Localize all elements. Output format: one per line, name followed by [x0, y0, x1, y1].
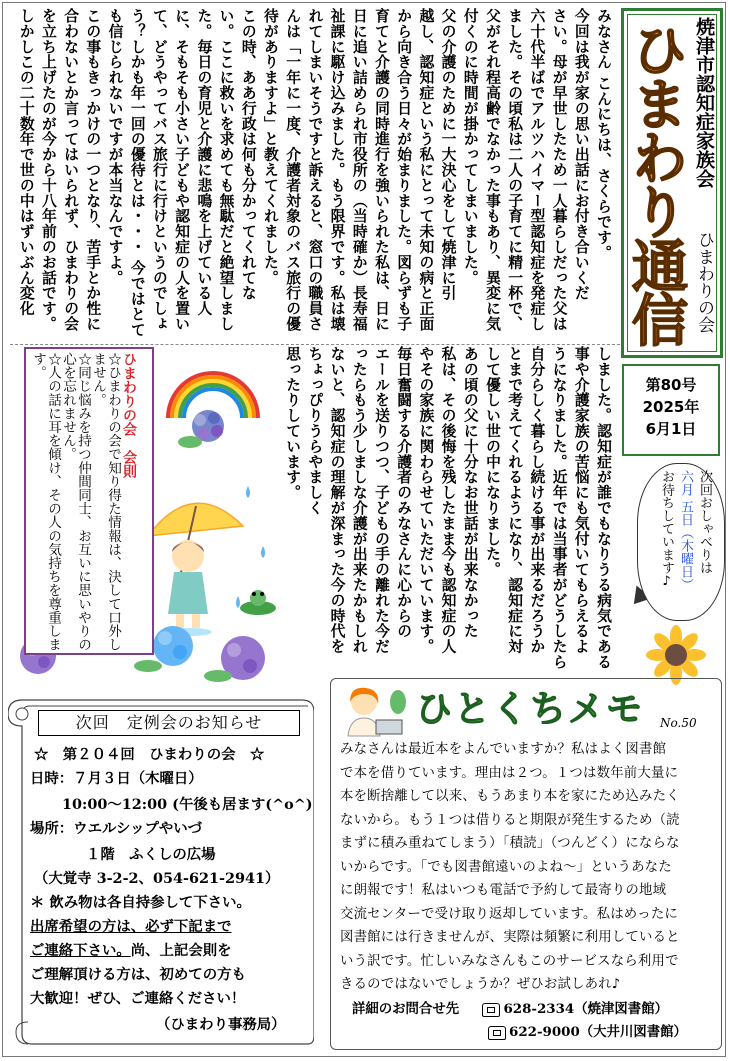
library-tel-1: 628-2334（焼津図書館） — [503, 1001, 668, 1017]
contact-row-2 — [488, 1021, 687, 1043]
bubble-line: 次回おしゃべりは — [697, 470, 712, 574]
bubble-date: 六月 五日（木曜日） — [678, 470, 693, 592]
memo-body — [340, 738, 716, 997]
essay-column: ったらもう少しましな介護が出来たかもしれ — [350, 346, 368, 654]
issue-date: 6月1日 — [645, 420, 697, 438]
memo-line: きるのではないでしょうか？ぜひお試しあれ♪ — [340, 977, 621, 992]
essay-column: んは「一年に一度、介護者対象のバス旅行の優 — [284, 8, 302, 332]
essay-column: から向き合う日々が始まりました。図らずも子 — [395, 8, 413, 332]
club-rules-list — [30, 352, 120, 652]
essay-column: た。毎日の育児と介護に悲鳴を上げている人 — [195, 8, 213, 316]
essay-column: この事もきっかけの一つとなり、苦手とか性に — [84, 8, 102, 332]
essay-column: エールを送りつつ、子どもの手の離れた今だ — [372, 346, 390, 654]
memo-line: まずに積み重ねてしまう）「積読」（つんどく）にならな — [340, 836, 680, 851]
hydrangea-icon — [204, 636, 265, 682]
issue-year: 2025年 — [642, 398, 700, 416]
next-chat-notice — [648, 470, 714, 610]
essay-column: して優しい世の中になりました。 — [483, 346, 501, 577]
essay-column: 思ったりしています。 — [284, 346, 302, 500]
essay-main — [17, 8, 614, 343]
essay-column: 祉課に駆け込みました。もう限界です。私は壊 — [328, 8, 346, 332]
memo-line: 本を断捨離して以来、もうあまり本を家にため込みたく — [340, 789, 680, 804]
memo-line: 図書館には行きませんが、実際は頻繁に利用していると — [340, 930, 680, 945]
meeting-place: 場所：ウエルシップやいづ — [30, 820, 203, 837]
memo-line: 交流センターで受け取り返却しています。私はめったに — [340, 906, 679, 922]
telephone-icon — [488, 1026, 506, 1040]
essay-column: しました。認知症が誰でもなりうる病気である — [595, 346, 612, 670]
essay-column: ました。その頃私は二人の子育てに精一杯で、 — [506, 8, 524, 332]
memo-line: いう訳です。忙しいみなさんもこのサービスなら利用で — [340, 953, 679, 969]
essay-column: とまで考えてくれるようになり、認知症に対 — [506, 346, 524, 654]
essay-column: 越し、認知症という私にとって未知の病と正面 — [417, 8, 435, 332]
library-tel-2: 622-9000（大井川図書館） — [509, 1024, 687, 1040]
essay-column: 自分らしく暮らし続ける事が出来るだろうか — [528, 346, 546, 654]
bubble-line: お待ちしています♪ — [659, 470, 674, 589]
essay-column: 付くのに時間が掛かってしまいました。 — [461, 8, 479, 286]
memo-title: ひとくちメモ — [416, 689, 645, 730]
essay-column: れてしまいそうですと訴えると、窓口の職員さ — [306, 8, 324, 332]
essay-column: て、どうやってバス旅行に行けというのでしょ — [150, 8, 168, 332]
telephone-icon — [482, 1003, 500, 1017]
essay-column: 育てと介護の同時進行を強いられた私は、日に — [372, 8, 390, 332]
essay-column: やその家族に関わらせていただいています。 — [417, 346, 435, 654]
essay-column: う？しかも年一回の優待とは・・・ 今ではとて — [128, 8, 146, 338]
essay-column: 六十代半ばでアルツハイマー型認知症を発症し — [528, 8, 546, 332]
essay-column: うになりました。近年では当事者がどうしたら — [550, 346, 568, 670]
contact-label: 詳細のお問合せ先 — [352, 1001, 460, 1017]
essay-column: 待がありますよ」と教えてくれました。 — [261, 8, 279, 286]
meeting-number: ☆ 第２０４回 ひまわりの会 ☆ — [34, 746, 265, 763]
essay-column: 父がそれ程高齢でなかった事もあり、異変に気 — [483, 8, 501, 332]
issue-info — [622, 364, 720, 456]
memo-line: みなさんは最近本をよんでいますか？私はよく図書館 — [340, 742, 667, 757]
essay-column: この時、ああ行政は何も分かってくれてな — [239, 8, 257, 301]
rule-item: ☆ひまわりの会で知り得た情報は、決して口外しません。 — [90, 352, 121, 652]
essay-column: 私は、その後悔を残したまま今も認知症の人 — [439, 346, 457, 654]
memo-line: いからです。「でも図書館遠いのよね～」というあなた — [340, 859, 672, 875]
essay-column: 日に追い詰められ市役所の（当時確か）長寿福 — [350, 8, 368, 332]
essay-continued — [284, 346, 614, 671]
frog-icon — [240, 590, 276, 615]
attendance-note-2 — [30, 940, 232, 962]
meeting-floor: １階 ふくしの広場 — [86, 846, 216, 863]
umbrella-girl-icon — [148, 503, 243, 636]
essay-column: しかしこの二十数年で世の中はずいぶん変化 — [17, 8, 35, 316]
sunflower-icon — [628, 625, 724, 685]
masthead — [621, 8, 723, 358]
attendance-note-2a: ご連絡下さい。 — [30, 942, 131, 959]
office-signature: （ひまわり事務局） — [156, 1016, 286, 1033]
essay-column: ないと、認知症の理解が深まった今の時代を — [328, 346, 346, 654]
rule-item: ☆同じ悩みを持つ仲間同士、お互いに思いやりの心を忘れません。 — [60, 352, 91, 652]
memo-line: で本を借りています。理由は２つ。１つは数年前大量に — [340, 765, 679, 781]
memo-line: に朗報です！私はいつも電話で予約して最寄りの地域 — [340, 883, 667, 898]
meeting-date: 日時：７月３日（木曜日） — [30, 770, 203, 787]
attendance-note: 出席希望の方は、必ず下記まで — [30, 918, 232, 935]
essay-column: も信じられないですが本当なんですよ。 — [106, 8, 124, 286]
attendance-note-4: 大歓迎！ぜひ、ご連絡ください！ — [30, 990, 246, 1007]
attendance-note-3: ご理解頂ける方は、初めての方も — [30, 966, 246, 983]
essay-column: みなさん こんにちは、さくらです。 — [595, 8, 612, 261]
section-divider — [10, 344, 620, 345]
essay-column: 父の介護のために一大決心をして焼津に引 — [439, 8, 457, 301]
essay-column: 今回は我が家の思い出話にお付き合いくだ — [572, 8, 590, 301]
person-at-laptop-icon — [338, 682, 410, 738]
essay-column: 毎日奮闘する介護者のみなさんに心からの — [395, 346, 413, 639]
memo-line: ないから。もう１つは借りると期限が発生するため（読 — [340, 812, 680, 828]
rule-item: ☆人の話に耳を傾け、その人の気持ちを尊重します。 — [30, 352, 61, 652]
essay-column: ちょっぴりうらやましく — [306, 346, 324, 516]
organization-name: 焼津市認知症家族会 — [693, 17, 715, 188]
essay-column: を立ち上げたのが今から十八年前のお話です。 — [39, 8, 57, 332]
contact-row-1 — [352, 998, 668, 1020]
essay-column: に、そもそも小さい子どもや認知症の人を置い — [173, 8, 191, 332]
essay-column: さい。母が早世したため一人暮らしだった父は — [550, 8, 568, 332]
attendance-note-2b: 尚、上記会則を — [130, 942, 232, 959]
meeting-address: （大覚寺 3-2-2、054-621-2941） — [34, 870, 280, 887]
club-name: ひまわりの会 — [694, 231, 714, 333]
drinks-note: ＊ 飲み物は各自持参して下さい。 — [30, 894, 251, 911]
essay-column: い。ここに救いを求めても無駄だと絶望しまし — [217, 8, 235, 332]
essay-column: 合わないとか言ってはいられず、ひまわりの会 — [62, 8, 80, 332]
essay-column: あの頃の父に十分なお世話が出来なかった — [461, 346, 479, 639]
club-rules-title: ひまわりの会 会則 — [121, 352, 137, 478]
essay-column: 事や介護家族の苦悩にも気付いてもらえるよ — [572, 346, 590, 654]
memo-number: No.50 — [660, 716, 697, 730]
notice-title: 次回 定例会のお知らせ — [38, 710, 300, 736]
newsletter-title: ひまわり通信 — [623, 21, 688, 345]
meeting-time: 10:00～12:00 (午後も居ます(^o^) — [62, 796, 313, 813]
issue-number: 第80号 — [645, 376, 697, 394]
